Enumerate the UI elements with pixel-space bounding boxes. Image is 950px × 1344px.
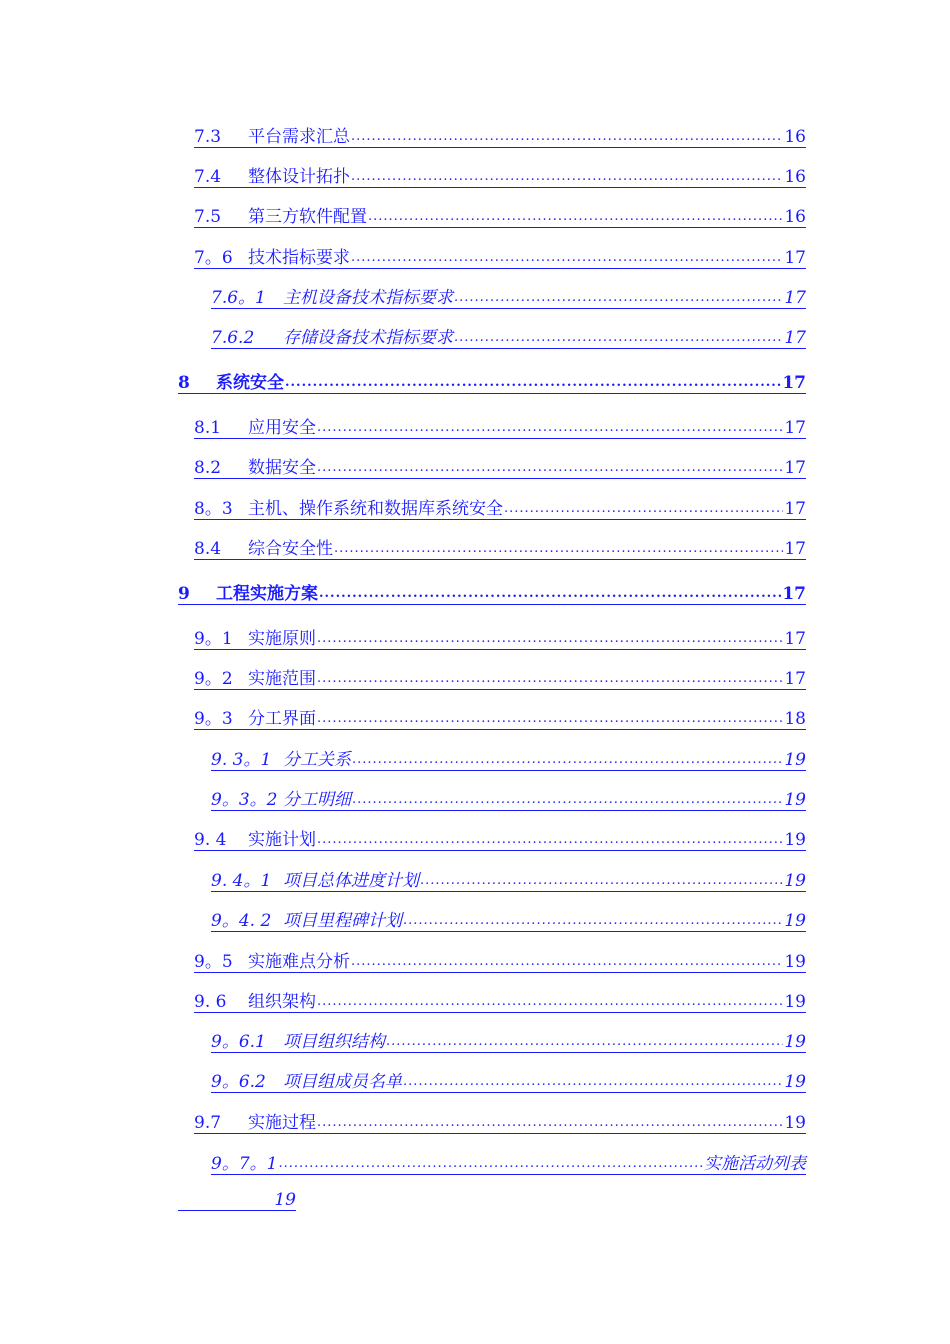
toc-leader-dots (317, 421, 783, 435)
toc-leader-dots (403, 914, 783, 928)
toc-entry-number: 8.2 (194, 458, 222, 478)
toc-entry-title: 实施难点分析 (248, 952, 350, 972)
toc-entry-page: 19 (784, 1113, 806, 1133)
toc-entry-number: 9.7 (194, 1113, 222, 1133)
toc-leader-dots (454, 291, 783, 305)
toc-leader-dots (317, 1116, 783, 1130)
toc-entry-page: 19 (784, 790, 806, 810)
toc-entry-number: 9。5 (194, 952, 233, 972)
toc-entry-page: 19 (784, 871, 806, 891)
toc-entry[interactable] (194, 127, 806, 148)
toc-entry-page: 17 (784, 539, 806, 559)
toc-entry[interactable] (194, 248, 806, 269)
toc-entry-title: 项目总体进度计划 (283, 871, 419, 891)
toc-entry-number: 9 (178, 584, 190, 604)
toc-leader-dots (351, 170, 783, 184)
toc-entry[interactable] (211, 911, 806, 932)
toc-entry-title: 分工明细 (283, 790, 351, 810)
toc-entry[interactable] (194, 952, 806, 973)
toc-entry-9-7-1-page[interactable] (178, 1190, 296, 1211)
toc-leader-dots (351, 955, 783, 969)
toc-leader-dots (368, 210, 783, 224)
toc-entry-number: 9。2 (194, 669, 233, 689)
toc-entry-title: 平台需求汇总 (248, 127, 350, 147)
toc-entry-page: 19 (784, 911, 806, 931)
toc-entry-title: 综合安全性 (248, 539, 333, 559)
toc-entry[interactable] (211, 1072, 806, 1093)
toc-entry[interactable] (194, 207, 806, 228)
toc-entry-page: 19 (784, 992, 806, 1012)
toc-entry-page: 17 (784, 248, 806, 268)
toc-entry-title: 应用安全 (248, 418, 316, 438)
toc-entry-page: 17 (784, 328, 806, 348)
toc-entry-page: 19 (784, 750, 806, 770)
toc-entry-page: 17 (784, 288, 806, 308)
toc-entry[interactable] (194, 539, 806, 560)
toc-leader-dots (278, 1157, 703, 1171)
toc-leader-dots (317, 995, 783, 1009)
toc-entry[interactable] (194, 669, 806, 690)
toc-entry-page: 19 (784, 830, 806, 850)
toc-leader-dots (352, 753, 783, 767)
toc-entry-number: 9. 4。1 (211, 871, 272, 891)
toc-entry-page: 16 (784, 167, 806, 187)
toc-entry-page: 17 (784, 629, 806, 649)
toc-leader-dots (319, 587, 781, 601)
toc-entry-number: 9. 4 (194, 830, 227, 850)
toc-entry-title: 实施过程 (248, 1113, 316, 1133)
toc-leader-dots (334, 542, 783, 556)
toc-entry-title: 项目组成员名单 (283, 1072, 402, 1092)
toc-leader-dots (351, 251, 783, 265)
toc-entry-title: 系统安全 (216, 373, 284, 393)
toc-entry-title: 主机、操作系统和数据库系统安全 (248, 499, 503, 519)
toc-entry[interactable] (194, 830, 806, 851)
toc-leader-dots (317, 833, 783, 847)
toc-entry-title: 存储设备技术指标要求 (283, 328, 453, 348)
toc-leader-dots (454, 331, 783, 345)
toc-entry-page: 18 (784, 709, 806, 729)
toc-entry-number: 7。6 (194, 248, 233, 268)
toc-entry-page: 16 (784, 207, 806, 227)
toc-entry-title: 数据安全 (248, 458, 316, 478)
toc-entry[interactable] (194, 418, 806, 439)
toc-entry-title: 项目组织结构 (283, 1032, 385, 1052)
toc-entry-title: 工程实施方案 (216, 584, 318, 604)
toc-leader-dots (351, 130, 783, 144)
toc-leader-dots (403, 1075, 783, 1089)
toc-entry-page: 17 (784, 458, 806, 478)
toc-entry-page: 19 (784, 1032, 806, 1052)
toc-entry-number: 8。3 (194, 499, 233, 519)
toc-leader-dots (285, 376, 781, 390)
toc-entry-title: 整体设计拓扑 (248, 167, 350, 187)
toc-entry-number: 8 (178, 373, 190, 393)
toc-entry-page: 19 (784, 1072, 806, 1092)
toc-entry-page: 16 (784, 127, 806, 147)
toc-entry-number: 9. 3。1 (211, 750, 272, 770)
toc-leader-dots (317, 672, 783, 686)
toc-entry-page: 17 (784, 418, 806, 438)
toc-entry-number: 7.5 (194, 207, 222, 227)
toc-entry-number: 7.4 (194, 167, 222, 187)
toc-entry-title: 组织架构 (248, 992, 316, 1012)
toc-leader-dots (386, 1035, 783, 1049)
toc-entry-title: 实施范围 (248, 669, 316, 689)
toc-entry[interactable] (211, 871, 806, 892)
toc-entry[interactable] (178, 373, 806, 394)
toc-entry[interactable] (194, 709, 806, 730)
toc-entry-title: 分工关系 (283, 750, 351, 770)
toc-entry-number: 9。4. 2 (211, 911, 272, 931)
toc-entry-number: 9. 6 (194, 992, 227, 1012)
toc-entry-9-7-1[interactable] (211, 1154, 806, 1175)
toc-entry[interactable] (194, 167, 806, 188)
toc-entry[interactable] (211, 790, 806, 811)
toc-entry-number: 8.1 (194, 418, 222, 438)
toc-entry-number: 9。3 (194, 709, 233, 729)
toc-entry-number: 7.6.2 (211, 328, 255, 348)
toc-entry[interactable] (211, 1032, 806, 1053)
toc-entry-number: 7.6。1 (211, 288, 266, 308)
toc-leader-dots (420, 874, 783, 888)
toc-entry-number: 9。6.2 (211, 1072, 266, 1092)
toc-entry-number: 9。3。2 (211, 790, 278, 810)
toc-entry-title: 技术指标要求 (248, 248, 350, 268)
toc-entry-page: 17 (784, 669, 806, 689)
toc-leader-dots (352, 793, 783, 807)
toc-entry-title: 主机设备技术指标要求 (283, 288, 453, 308)
toc-entry-title: 分工界面 (248, 709, 316, 729)
toc-entry-page: 17 (782, 584, 806, 604)
toc-entry-number: 9。1 (194, 629, 233, 649)
toc-entry[interactable] (194, 499, 806, 520)
toc-entry[interactable] (194, 1113, 806, 1134)
toc-leader-dots (317, 632, 783, 646)
toc-entry-number: 9。6.1 (211, 1032, 266, 1052)
toc-entry-page: 19 (274, 1190, 296, 1210)
toc-entry-page: 19 (784, 952, 806, 972)
toc-entry[interactable] (211, 288, 806, 309)
toc-entry-title: 实施原则 (248, 629, 316, 649)
toc-entry-number: 8.4 (194, 539, 222, 559)
toc-entry-page: 17 (784, 499, 806, 519)
toc-entry-page: 17 (782, 373, 806, 393)
toc-leader-dots (504, 502, 783, 516)
toc-entry[interactable] (211, 328, 806, 349)
toc-entry-title: 实施计划 (248, 830, 316, 850)
toc-entry-number: 9。7。1 (211, 1154, 278, 1174)
toc-entry-number: 7.3 (194, 127, 222, 147)
toc-entry-title: 第三方软件配置 (248, 207, 367, 227)
toc-entry[interactable] (194, 992, 806, 1013)
toc-entry[interactable] (211, 750, 806, 771)
toc-entry[interactable] (194, 629, 806, 650)
toc-leader-dots (317, 712, 783, 726)
toc-entry[interactable] (178, 584, 806, 605)
toc-leader-dots (317, 461, 783, 475)
toc-entry[interactable] (194, 458, 806, 479)
toc-entry-title: 项目里程碑计划 (283, 911, 402, 931)
toc-entry-title: 实施活动列表 (704, 1154, 806, 1174)
